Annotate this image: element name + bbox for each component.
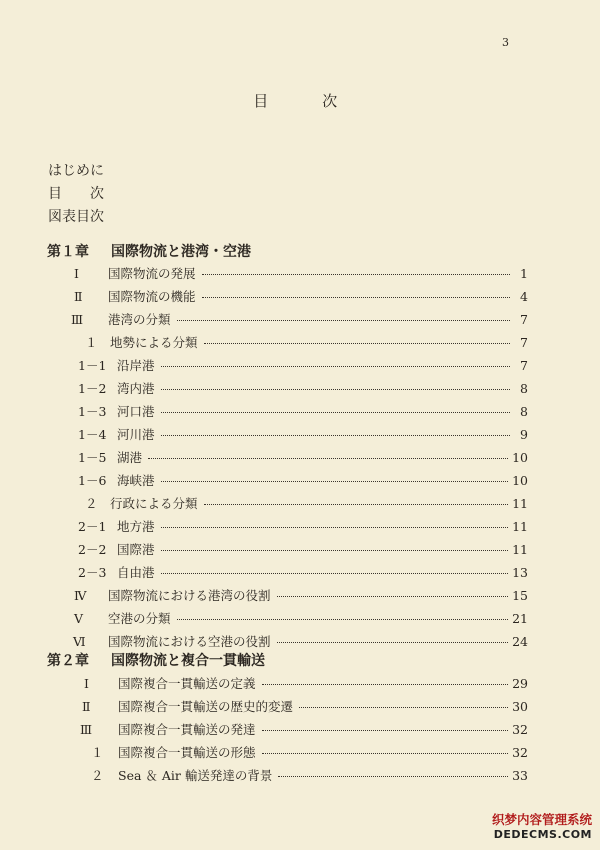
toc-entry-line bbox=[108, 587, 528, 605]
chapter-heading bbox=[47, 241, 251, 261]
toc-entry-number: Ⅳ bbox=[74, 588, 87, 603]
toc-entry-page: 7 bbox=[520, 358, 528, 373]
toc-entry bbox=[0, 721, 600, 739]
dot-leader bbox=[177, 320, 510, 321]
toc-entry-line bbox=[117, 472, 528, 490]
toc-entry-line bbox=[110, 495, 528, 513]
page-title: 目 次 bbox=[253, 92, 357, 110]
toc-entry-page: 32 bbox=[512, 722, 528, 737]
toc-entry-title: 海峡港 bbox=[117, 473, 155, 488]
watermark-text: 织梦内容管理系统 bbox=[491, 812, 592, 827]
dot-leader bbox=[161, 573, 509, 574]
toc-entry-page: 8 bbox=[520, 381, 528, 396]
toc-entry-page: 33 bbox=[512, 768, 528, 783]
toc-entry-line bbox=[108, 610, 528, 628]
toc-entry-page: 10 bbox=[512, 450, 528, 465]
toc-entry-title: 国際物流の機能 bbox=[108, 289, 196, 304]
toc-entry bbox=[0, 541, 600, 559]
toc-entry-line bbox=[110, 334, 528, 352]
toc-entry-number: 1－2 bbox=[78, 381, 107, 396]
toc-entry-number: Ⅱ bbox=[74, 289, 83, 304]
front-matter-item: 目 次 bbox=[48, 186, 104, 202]
toc-entry bbox=[0, 472, 600, 490]
toc-entry-page: 24 bbox=[512, 634, 528, 649]
toc-entry-number: １ bbox=[85, 335, 98, 350]
toc-entry bbox=[0, 610, 600, 628]
dot-leader bbox=[262, 753, 509, 754]
toc-entry-page: 21 bbox=[512, 611, 528, 626]
toc-entry-page: 11 bbox=[512, 519, 528, 534]
toc-entry-line bbox=[117, 518, 528, 536]
toc-entry-number: ２ bbox=[85, 496, 98, 511]
toc-entry bbox=[0, 518, 600, 536]
toc-entry-number: ２ bbox=[91, 768, 104, 783]
toc-entry bbox=[0, 311, 600, 329]
toc-entry-title: 河川港 bbox=[117, 427, 155, 442]
dot-leader bbox=[202, 297, 510, 298]
toc-entry bbox=[0, 564, 600, 582]
toc-entry-number: Ⅵ bbox=[73, 634, 86, 649]
dot-leader bbox=[161, 412, 510, 413]
toc-entry-title: 港湾の分類 bbox=[108, 312, 171, 327]
toc-entry-title: 国際物流の発展 bbox=[108, 266, 196, 281]
toc-entry-page: 29 bbox=[512, 676, 528, 691]
toc-entry bbox=[0, 495, 600, 513]
toc-entry bbox=[0, 357, 600, 375]
toc-entry bbox=[0, 449, 600, 467]
toc-entry-page: 32 bbox=[512, 745, 528, 760]
toc-entry-line bbox=[117, 449, 528, 467]
toc-entry-page: 11 bbox=[512, 542, 528, 557]
toc-entry-page: 9 bbox=[520, 427, 528, 442]
dot-leader bbox=[204, 343, 510, 344]
toc-entry-number: 2－3 bbox=[78, 565, 107, 580]
toc-entry-title: 行政による分類 bbox=[110, 496, 198, 511]
toc-entry-number: Ⅲ bbox=[71, 312, 84, 327]
toc-entry-title: Sea ＆ Air 輸送発達の背景 bbox=[118, 768, 273, 783]
toc-entry-title: 自由港 bbox=[117, 565, 155, 580]
toc-entry-number: Ⅴ bbox=[74, 611, 84, 626]
chapter-heading bbox=[47, 650, 265, 670]
dot-leader bbox=[277, 596, 509, 597]
toc-entry-line bbox=[118, 767, 528, 785]
watermark-domain: DEDECMS.COM bbox=[493, 828, 592, 841]
dot-leader bbox=[161, 527, 509, 528]
toc-entry-number: Ⅰ bbox=[84, 676, 89, 691]
toc-entry-line bbox=[117, 403, 528, 421]
toc-entry-page: 13 bbox=[512, 565, 528, 580]
dot-leader bbox=[202, 274, 510, 275]
toc-entry-line bbox=[118, 698, 528, 716]
toc-entry-page: 4 bbox=[520, 289, 528, 304]
toc-entry-title: 国際複合一貫輸送の歴史的変遷 bbox=[118, 699, 294, 714]
toc-entry-title: 国際複合一貫輸送の定義 bbox=[118, 676, 256, 691]
toc-entry-title: 河口港 bbox=[117, 404, 155, 419]
toc-entry-number: 2－1 bbox=[78, 519, 107, 534]
toc-entry-title: 国際物流における港湾の役割 bbox=[108, 588, 271, 603]
front-matter-item: 図表目次 bbox=[48, 209, 104, 225]
toc-entry-title: 国際複合一貫輸送の形態 bbox=[118, 745, 256, 760]
toc-entry-title: 沿岸港 bbox=[117, 358, 155, 373]
toc-entry-page: 1 bbox=[520, 266, 528, 281]
toc-entry-number: 1－1 bbox=[78, 358, 107, 373]
toc-entry-line bbox=[118, 721, 528, 739]
dot-leader bbox=[177, 619, 509, 620]
toc-entry bbox=[0, 403, 600, 421]
toc-entry bbox=[0, 698, 600, 716]
toc-entry-title: 地勢による分類 bbox=[110, 335, 198, 350]
toc-entry bbox=[0, 334, 600, 352]
toc-entry-page: 7 bbox=[520, 312, 528, 327]
toc-entry-title: 空港の分類 bbox=[108, 611, 171, 626]
toc-entry-title: 国際複合一貫輸送の発達 bbox=[118, 722, 256, 737]
toc-entry-line bbox=[118, 744, 528, 762]
toc-entry-number: 1－4 bbox=[78, 427, 107, 442]
toc-entry-line bbox=[117, 541, 528, 559]
chapter-number: 第１章 bbox=[47, 244, 89, 260]
toc-entry-line bbox=[117, 380, 528, 398]
front-matter-item: はじめに bbox=[48, 163, 104, 179]
toc-entry-line bbox=[117, 426, 528, 444]
toc-entry-line bbox=[108, 311, 528, 329]
dot-leader bbox=[277, 642, 509, 643]
dot-leader bbox=[262, 730, 509, 731]
toc-entry-title: 地方港 bbox=[117, 519, 155, 534]
dot-leader bbox=[161, 389, 510, 390]
dot-leader bbox=[161, 550, 509, 551]
toc-entry-line bbox=[108, 288, 528, 306]
toc-entry-line bbox=[118, 675, 528, 693]
toc-entry-number: 1－6 bbox=[78, 473, 107, 488]
toc-entry bbox=[0, 288, 600, 306]
dot-leader bbox=[161, 435, 510, 436]
dot-leader bbox=[148, 458, 508, 459]
toc-entry-page: 8 bbox=[520, 404, 528, 419]
toc-entry bbox=[0, 633, 600, 651]
toc-entry bbox=[0, 380, 600, 398]
toc-entry-title: 湾内港 bbox=[117, 381, 155, 396]
toc-entry-number: Ⅲ bbox=[80, 722, 93, 737]
toc-entry-line bbox=[117, 357, 528, 375]
toc-entry-page: 10 bbox=[512, 473, 528, 488]
toc-entry-title: 国際物流における空港の役割 bbox=[108, 634, 271, 649]
toc-entry bbox=[0, 426, 600, 444]
dot-leader bbox=[161, 366, 510, 367]
toc-entry bbox=[0, 767, 600, 785]
toc-entry-line bbox=[108, 265, 528, 283]
dot-leader bbox=[262, 684, 509, 685]
toc-entry-line bbox=[108, 633, 528, 651]
toc-entry bbox=[0, 587, 600, 605]
toc-entry bbox=[0, 675, 600, 693]
toc-entry-page: 15 bbox=[512, 588, 528, 603]
chapter-title: 国際物流と複合一貫輸送 bbox=[111, 653, 265, 669]
toc-entry-line bbox=[117, 564, 528, 582]
toc-entry bbox=[0, 265, 600, 283]
chapter-title: 国際物流と港湾・空港 bbox=[111, 244, 251, 260]
watermark bbox=[492, 812, 592, 842]
chapter-number: 第２章 bbox=[47, 653, 89, 669]
page-number: 3 bbox=[502, 36, 509, 49]
toc-entry-number: Ⅱ bbox=[82, 699, 91, 714]
toc-entry-title: 湖港 bbox=[117, 450, 143, 465]
toc-entry-number: 1－5 bbox=[78, 450, 107, 465]
toc-entry-number: Ⅰ bbox=[74, 266, 79, 281]
toc-entry-page: 7 bbox=[520, 335, 528, 350]
dot-leader bbox=[161, 481, 509, 482]
dot-leader bbox=[299, 707, 508, 708]
toc-entry-title: 国際港 bbox=[117, 542, 155, 557]
dot-leader bbox=[278, 776, 508, 777]
toc-entry-page: 11 bbox=[512, 496, 528, 511]
toc-entry-number: 1－3 bbox=[78, 404, 107, 419]
toc-entry-number: 2－2 bbox=[78, 542, 107, 557]
toc-entry-page: 30 bbox=[512, 699, 528, 714]
dot-leader bbox=[204, 504, 509, 505]
toc-entry bbox=[0, 744, 600, 762]
toc-entry-number: １ bbox=[91, 745, 104, 760]
